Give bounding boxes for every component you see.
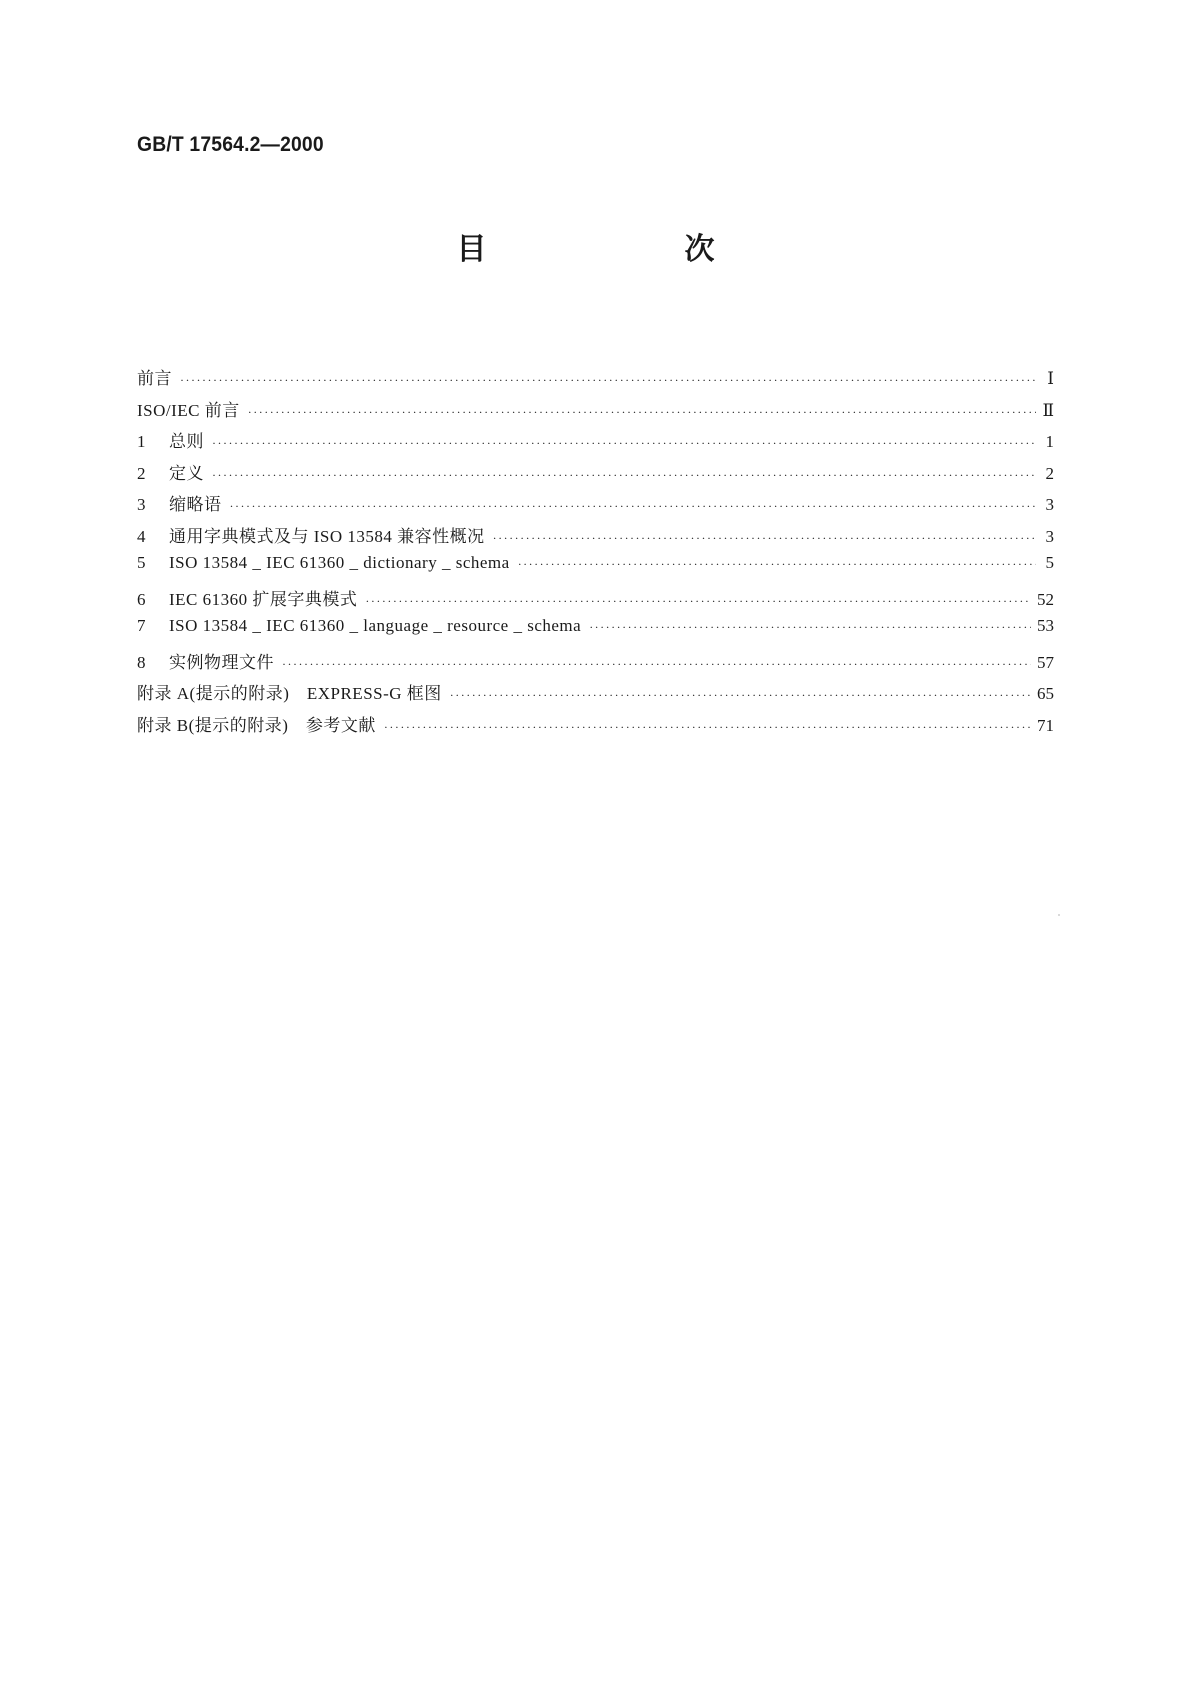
toc-title: 目 次 bbox=[456, 232, 799, 267]
toc-entry-8[interactable] bbox=[137, 648, 1054, 680]
toc-entry-5[interactable] bbox=[137, 553, 1054, 585]
dot-leader bbox=[212, 468, 1036, 483]
toc-entry-number: 1 bbox=[137, 432, 146, 451]
toc-entry-page: Ⅰ bbox=[1047, 369, 1054, 388]
toc-entry-appendix-a[interactable] bbox=[137, 679, 1054, 711]
toc-entry-page: 52 bbox=[1037, 589, 1054, 609]
dot-leader bbox=[248, 405, 1036, 420]
dot-leader bbox=[589, 620, 1031, 635]
toc-entry-iso-iec-preface[interactable] bbox=[137, 396, 1054, 428]
toc-entry-label: 4 通用字典模式及与 ISO 13584 兼容性概况 bbox=[137, 526, 485, 546]
toc-entry-label: 附录 A(提示的附录) EXPRESS-G 框图 bbox=[137, 684, 442, 703]
toc-entry-page: 1 bbox=[1045, 432, 1054, 451]
dot-leader bbox=[365, 594, 1031, 609]
toc-entry-page: 2 bbox=[1045, 463, 1054, 483]
toc-entry-page: 57 bbox=[1037, 652, 1054, 672]
toc-entry-appendix-b[interactable] bbox=[137, 711, 1054, 743]
dot-leader bbox=[180, 373, 1036, 388]
toc-entry-page: 5 bbox=[1045, 553, 1054, 572]
toc-entry-page: 3 bbox=[1045, 526, 1054, 546]
toc-entry-page: 3 bbox=[1045, 495, 1054, 514]
toc-entry-1[interactable] bbox=[137, 427, 1054, 459]
dot-leader bbox=[518, 557, 1036, 572]
toc-entry-number: 8 bbox=[137, 652, 146, 672]
toc-entry-label: 5 ISO 13584 _ IEC 61360 _ dictionary _ schema bbox=[137, 553, 510, 572]
toc-entry-label: 附录 B(提示的附录) 参考文献 bbox=[137, 715, 376, 735]
toc-entry-number: 2 bbox=[137, 463, 146, 483]
toc-entry-6[interactable] bbox=[137, 585, 1054, 617]
toc-entry-page: 71 bbox=[1037, 715, 1054, 735]
toc-entry-label: 6 IEC 61360 扩展字典模式 bbox=[137, 589, 358, 609]
toc-entry-preface[interactable] bbox=[137, 364, 1054, 396]
toc-entry-page: 53 bbox=[1037, 616, 1054, 635]
dot-leader bbox=[230, 499, 1037, 514]
table-of-contents bbox=[137, 364, 1054, 742]
toc-entry-label: 3 缩略语 bbox=[137, 495, 222, 514]
toc-entry-label: ISO/IEC 前言 bbox=[137, 400, 240, 420]
standard-number: GB/T 17564.2—2000 bbox=[137, 133, 324, 156]
toc-entry-page: Ⅱ bbox=[1042, 400, 1054, 420]
toc-entry-2[interactable] bbox=[137, 459, 1054, 491]
toc-entry-number: 7 bbox=[137, 616, 146, 635]
toc-entry-page: 65 bbox=[1037, 684, 1054, 703]
toc-entry-label: 2 定义 bbox=[137, 463, 204, 483]
toc-entry-7[interactable] bbox=[137, 616, 1054, 648]
toc-entry-label: 1 总则 bbox=[137, 432, 204, 451]
toc-entry-3[interactable] bbox=[137, 490, 1054, 522]
toc-entry-number: 3 bbox=[137, 495, 146, 514]
toc-entry-number: 6 bbox=[137, 589, 146, 609]
scan-speck bbox=[1058, 914, 1060, 916]
dot-leader bbox=[493, 531, 1036, 546]
toc-entry-label: 前言 bbox=[137, 369, 172, 388]
dot-leader bbox=[450, 688, 1031, 703]
dot-leader bbox=[282, 657, 1031, 672]
dot-leader bbox=[384, 720, 1031, 735]
toc-entry-label: 8 实例物理文件 bbox=[137, 652, 274, 672]
toc-entry-number: 4 bbox=[137, 526, 146, 546]
toc-entry-number: 5 bbox=[137, 553, 146, 572]
dot-leader bbox=[212, 436, 1036, 451]
toc-entry-4[interactable] bbox=[137, 522, 1054, 554]
toc-entry-label: 7 ISO 13584 _ IEC 61360 _ language _ resource _ schema bbox=[137, 616, 582, 635]
